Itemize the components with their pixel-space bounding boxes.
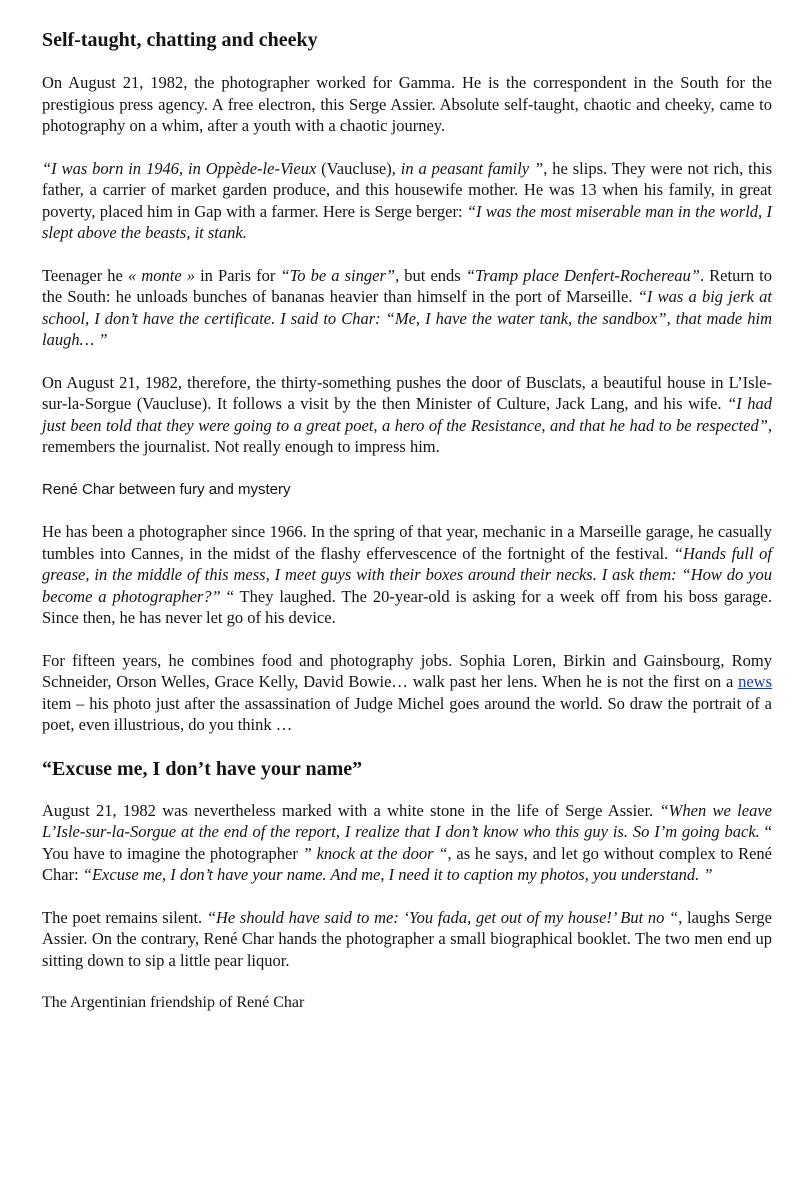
quote-text: “I was a big jerk at school, I don’t have the certificate. I said to Char: “Me, I have the water tank, the sandbox”, that made him laugh… ” [42, 287, 773, 349]
news-link[interactable]: news [738, 672, 772, 691]
body-text: , remembers the journalist. Not really enough to impress him. [42, 415, 772, 456]
subheading: The Argentinian friendship of René Char [42, 994, 305, 1011]
body-text: , he slips. They were not rich, this father, a carrier of market garden produce, and this housewife mother. He was 13 when his family, in great poverty, placed him in Gap with a farmer. Here is Serge berger: [42, 158, 772, 221]
quote-text: in a peasant family ” [400, 158, 544, 178]
body-text: in Paris for [195, 265, 281, 285]
quote-text: ” knock at the door “ [302, 843, 448, 863]
body-text: (Vaucluse), [316, 158, 401, 178]
quote-text: “I was born in 1946, in Oppède-le-Vieux [42, 158, 317, 178]
body-text: , as he says, and let go without complex to René Char: [42, 843, 772, 884]
body-text: , laughs Serge Assier. On the contrary, René Char hands the photographer a small biographical booklet. The two men end up sitting down to sip a little pear liquor. [42, 907, 772, 970]
quote-text: “I had just been told that they were going to a great poet, a hero of the Resistance, and that he had to be respected” [42, 394, 773, 435]
quote-text: “Hands full of grease, in the middle of this mess, I meet guys with their boxes around their necks. I ask them: “How do you become a photographer?” [42, 543, 772, 606]
paragraph-6 [42, 650, 772, 736]
paragraph-7 [42, 800, 772, 886]
subheading: René Char between fury and mystery [42, 480, 291, 498]
paragraph-5 [42, 521, 772, 629]
body-text: . Return to the South: he unloads bunches of bananas heavier than himself in the port of Marseille. [42, 265, 773, 306]
quote-text: “Excuse me, I don’t have your name. And me, I need it to caption my photos, you understand. ” [82, 865, 713, 884]
body-text: item – his photo just after the assassination of Judge Michel goes around the world. So draw the portrait of a poet, even illustrious, do you think … [42, 693, 772, 734]
section-heading: “Excuse me, I don’t have your name” [42, 757, 363, 780]
quote-text: “I was the most miserable man in the world, I slept above the beasts, it stank. [42, 201, 772, 242]
paragraph-4 [42, 372, 772, 458]
quote-text: « monte » [127, 265, 195, 285]
body-text: “ They laughed. The 20-year-old is asking for a week off from his boss garage. Since then, he has never let go of his device. [42, 586, 772, 627]
paragraph-2 [42, 158, 772, 244]
paragraph-3 [42, 265, 772, 351]
body-text: He has been a photographer since 1966. In the spring of that year, mechanic in a Marseille garage, he casually tumbles into Cannes, in the midst of the flashy effervescence of the fortnight of the festival. [42, 522, 772, 563]
paragraph-1: On August 21, 1982, the photographer worked for Gamma. He is the correspondent in the South for the prestigious press agency. A free electron, this Serge Assier. Absolute self-taught, chaotic and cheeky, came to photography on a whim, after a youth with a chaotic journey. [42, 73, 772, 135]
body-text: For fifteen years, he combines food and photography jobs. Sophia Loren, Birkin and Gainsbourg, Romy Schneider, Orson Welles, Grace Kelly, David Bowie… walk past her lens. When he is not the first on a [42, 650, 772, 691]
paragraph-8 [42, 907, 772, 972]
quote-text: “To be a singer” [280, 265, 396, 285]
body-text: , but ends [395, 265, 466, 285]
quote-text: “When we leave L’Isle-sur-la-Sorgue at the end of the report, I realize that I don’t know who this guy is. So I’m going back. [42, 800, 772, 841]
section-heading: Self-taught, chatting and cheeky [42, 29, 318, 51]
quote-text: “Tramp place Denfert-Rochereau” [465, 265, 700, 285]
body-text: Teenager he [42, 265, 128, 285]
body-text: On August 21, 1982, therefore, the thirty-something pushes the door of Busclats, a beautiful house in L’Isle-sur-la-Sorgue (Vaucluse). It follows a visit by the then Minister of Culture, Jack Lang, and his wife. [42, 372, 772, 413]
body-text: “ You have to imagine the photographer [42, 822, 772, 863]
body-text: The poet remains silent. [42, 907, 207, 927]
body-text: August 21, 1982 was nevertheless marked with a white stone in the life of Serge Assier. [42, 800, 660, 820]
quote-text: “He should have said to me: ‘You fada, get out of my house!’ But no “ [206, 907, 679, 927]
